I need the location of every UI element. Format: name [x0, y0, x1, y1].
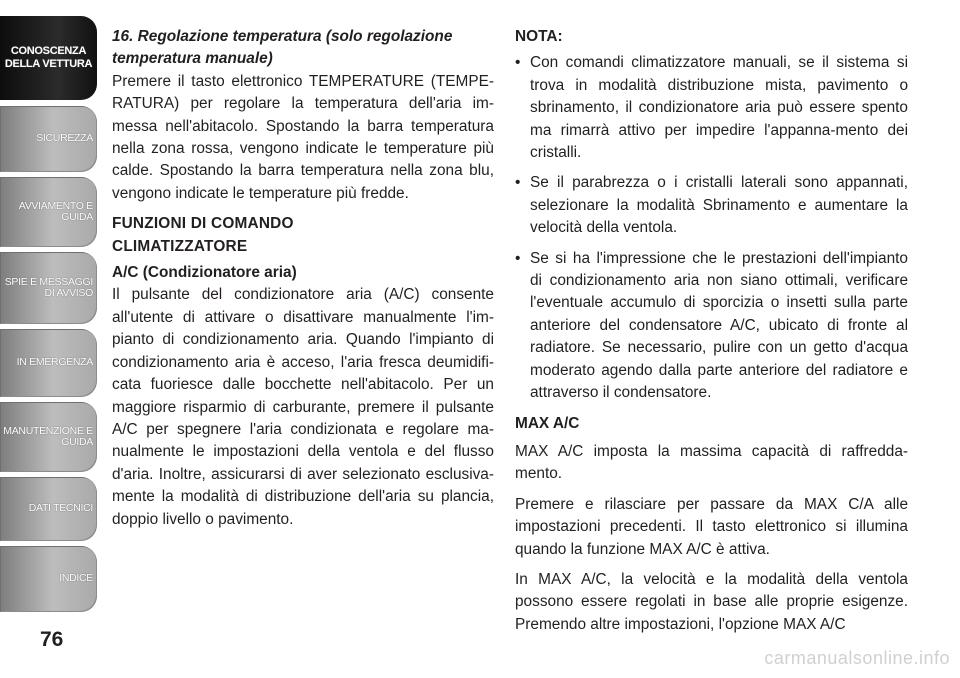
tab-in-emergenza[interactable]: IN EMERGENZA	[0, 329, 97, 397]
tab-dati-tecnici[interactable]: DATI TECNICI	[0, 477, 97, 541]
tab-avviamento-e-guida[interactable]: AVVIAMENTO E GUIDA	[0, 177, 97, 247]
temperature-paragraph: Premere il tasto elettronico TEMPERATURE (TEMPE-RATURA) per regolare la temperatura dell'aria im-messa nell'abitacolo. Spostando la barra temperatura nella zona rossa, vengono indicate le temperature più calde. Spostando la barra temperatura nella zona blu, vengono indicate le temperature più fredde.	[112, 72, 494, 202]
max-ac-paragraph-2: Premere e rilasciare per passare da MAX C/A alle impostazioni precedenti. Il tasto elettronico si illumina quando la funzione MAX A/C è attiva.	[515, 495, 908, 558]
section-title-line1: FUNZIONI DI COMANDO	[112, 215, 294, 233]
watermark: carmanualsonline.info	[764, 648, 950, 668]
item-heading-line1: 16. Regolazione temperatura (solo regolazione	[112, 28, 453, 45]
bullet-icon: •	[515, 174, 521, 192]
tab-spie-e-messaggi[interactable]: SPIE E MESSAGGI DI AVVISO	[0, 252, 97, 324]
note-list	[515, 52, 908, 404]
tab-indice[interactable]: INDICE	[0, 546, 97, 612]
item-heading-line2: temperatura manuale)	[112, 50, 273, 68]
tab-sicurezza[interactable]: SICUREZZA	[0, 106, 97, 172]
note-title: NOTA:	[515, 28, 563, 45]
bullet-icon: •	[515, 54, 521, 72]
page-number: 76	[40, 628, 64, 651]
max-ac-title: MAX A/C	[515, 414, 580, 432]
ac-paragraph: Il pulsante del condizionatore aria (A/C) consente all'utente di attivare o disattivare manualmente l'im-pianto di condizionamento aria. Quando l'impianto di condizionamento aria è acceso, l'aria fresca deumidifi-cata fuoriesce dalle bocchette nell'abitacolo. Per un maggiore risparmio di carburante, premere il pulsante A/C per spegnere l'aria condizionata e regolare ma-nualmente le impostazioni della ventola e del flusso d'aria. Inoltre, assicurarsi di aver selezionato esclusiva-mente la modalità di distribuzione dell'aria su plancia, doppio livello o pavimento.	[112, 286, 494, 528]
list-item	[515, 248, 908, 405]
section-title	[112, 213, 494, 258]
max-ac-paragraph-1: MAX A/C imposta la massima capacità di raffredda-mento.	[515, 442, 908, 483]
list-item-text: Con comandi climatizzatore manuali, se il sistema si trova in modalità distribuzione mista, pavimento o sbrinamento, il condizionatore aria può essere spento ma rimarrà attivo per impedire l'appanna-mento dei cristalli.	[530, 54, 908, 162]
max-ac-paragraph-3: In MAX A/C, la velocità e la modalità della ventola possono essere regolati in base alle proprie esigenze. Premendo altre impostazioni, l'opzione MAX A/C	[515, 570, 908, 633]
tab-manutenzione-e-guida[interactable]: MANUTENZIONE E GUIDA	[0, 402, 97, 472]
ac-subtitle: A/C (Condizionatore aria)	[112, 264, 297, 282]
list-item-text: Se il parabrezza o i cristalli laterali sono appannati, selezionare la modalità Sbrinamento e aumentare la velocità della ventola.	[530, 174, 908, 237]
left-column	[112, 26, 494, 539]
section-title-line2: CLIMATIZZATORE	[112, 237, 248, 255]
list-item	[515, 52, 908, 164]
tab-conoscenza-della-vettura[interactable]: CONOSCENZA DELLA VETTURA	[0, 16, 97, 100]
list-item-text: Se si ha l'impressione che le prestazioni dell'impianto di condizionamento aria non siano ottimali, verificare l'eventuale accumulo di sporcizia o insetti sulla parte anteriore del condensatore A/C, ubicato di fronte al radiatore. Se necessario, pulire con un getto d'acqua moderato agendo dalla parte anteriore del radiatore e attraverso il condensatore.	[530, 249, 908, 402]
bullet-icon: •	[515, 249, 521, 267]
list-item	[515, 172, 908, 239]
right-column	[515, 26, 908, 644]
